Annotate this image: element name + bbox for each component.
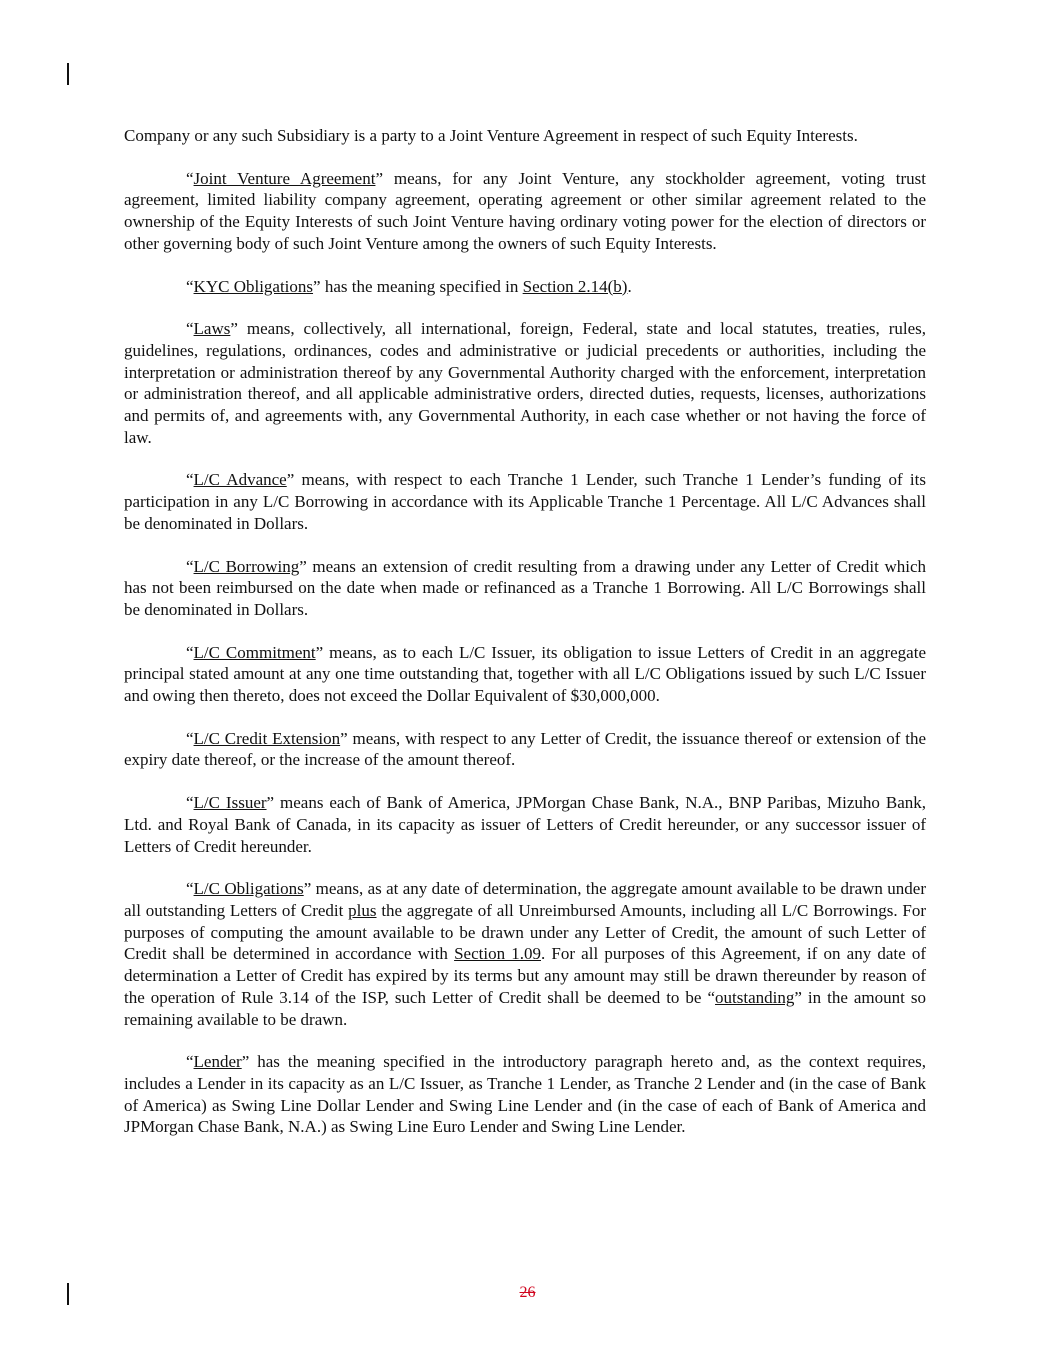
definition-lc-commitment: “L/C Commitment” means, as to each L/C Issuer, its obligation to issue Letters of Credit in an aggregate principal stated amount at any one time outstanding that, together with all L/C Obligations issued by such L/C Issuer and owing then thereto, does not exceed the Dollar Equivalent of $30,000,000. [124, 642, 926, 706]
section-reference: Section 2.14(b) [522, 276, 628, 296]
defined-term: L/C Issuer [193, 793, 267, 813]
defined-term: L/C Credit Extension [193, 728, 341, 748]
defined-term: L/C Commitment [193, 642, 316, 662]
defined-term: L/C Advance [193, 470, 287, 490]
section-reference: Section 1.09 [454, 944, 541, 964]
page-number: 26 [519, 1284, 536, 1301]
definition-lc-borrowing: “L/C Borrowing” means an extension of credit resulting from a drawing under any Letter of Credit which has not been reimbursed on the date when made or refinanced as a Tranche 1 Borrowing. All L/C Borrowings shall be denominated in Dollars. [124, 556, 926, 619]
defined-term: L/C Borrowing [193, 556, 300, 576]
defined-term: L/C Obligations [193, 879, 304, 899]
plus-term: plus [348, 900, 377, 920]
definition-lender: “Lender” has the meaning specified in the introductory paragraph hereto and, as the context requires, includes a Lender in its capacity as an L/C Issuer, as Tranche 1 Lender, as Tranche 2 Lender and (in the case of Bank of America) as Swing Line Dollar Lender and Swing Line Lender and (in the case of each of Bank of America and JPMorgan Chase Bank, N.A.) as Swing Line Euro Lender and Swing Line Lender. [124, 1052, 926, 1137]
document-body [124, 125, 926, 1159]
change-bar-top [67, 63, 69, 85]
definition-lc-credit-extension: “L/C Credit Extension” means, with respect to any Letter of Credit, the issuance thereof or extension of the expiry date thereof, or the increase of the amount thereof. [124, 728, 926, 770]
defined-term: KYC Obligations [193, 276, 314, 296]
defined-term: Laws [193, 319, 231, 339]
definition-joint-venture-agreement: “Joint Venture Agreement” means, for any Joint Venture, any stockholder agreement, voting trust agreement, limited liability company agreement, operating agreement or other similar agreement related to the ownership of the Equity Interests of such Joint Venture having ordinary voting power for the election of directors or other governing body of such Joint Venture among the owners of such Equity Interests. [124, 168, 926, 253]
definition-lc-advance: “L/C Advance” means, with respect to each Tranche 1 Lender, such Tranche 1 Lender’s funding of its participation in any L/C Borrowing in accordance with its Applicable Tranche 1 Percentage. All L/C Advances shall be denominated in Dollars. [124, 470, 926, 533]
intro-paragraph: Company or any such Subsidiary is a party to a Joint Venture Agreement in respect of such Equity Interests. [124, 126, 858, 145]
definition-kyc-obligations: “KYC Obligations” has the meaning specified in Section 2.14(b). [186, 276, 632, 296]
definition-lc-issuer: “L/C Issuer” means each of Bank of America, JPMorgan Chase Bank, N.A., BNP Paribas, Mizuho Bank, Ltd. and Royal Bank of Canada, in its capacity as issuer of Letters of Credit hereunder, or any successor issuer of Letters of Credit hereunder. [124, 793, 926, 856]
defined-term: Lender [193, 1052, 242, 1072]
defined-term: Joint Venture Agreement [193, 168, 376, 188]
definition-lc-obligations: “L/C Obligations” means, as at any date of determination, the aggregate amount available to be drawn under all outstanding Letters of Credit plus the aggregate of all Unreimbursed Amounts, including all L/C Borrowings. For purposes of computing the amount available to be drawn under any Letter of Credit, the amount of such Letter of Credit shall be determined in accordance with Section 1.09. For all purposes of this Agreement, if on any date of determination a Letter of Credit has expired by its terms but any amount may still be drawn thereunder by reason of the operation of Rule 3.14 of the ISP, such Letter of Credit shall be deemed to be “outstanding” in the amount so remaining available to be drawn. [124, 879, 926, 1029]
definition-laws: “Laws” means, collectively, all international, foreign, Federal, state and local statutes, treaties, rules, guidelines, regulations, ordinances, codes and administrative or judicial precedents or authorities, including the interpretation or administration thereof by any Governmental Authority charged with the enforcement, interpretation or administration thereof, and all applicable administrative orders, directed duties, requests, licenses, authorizations and permits of, and agreements with, any Governmental Authority, in each case whether or not having the force of law. [124, 319, 926, 447]
outstanding-term: outstanding [715, 987, 795, 1007]
